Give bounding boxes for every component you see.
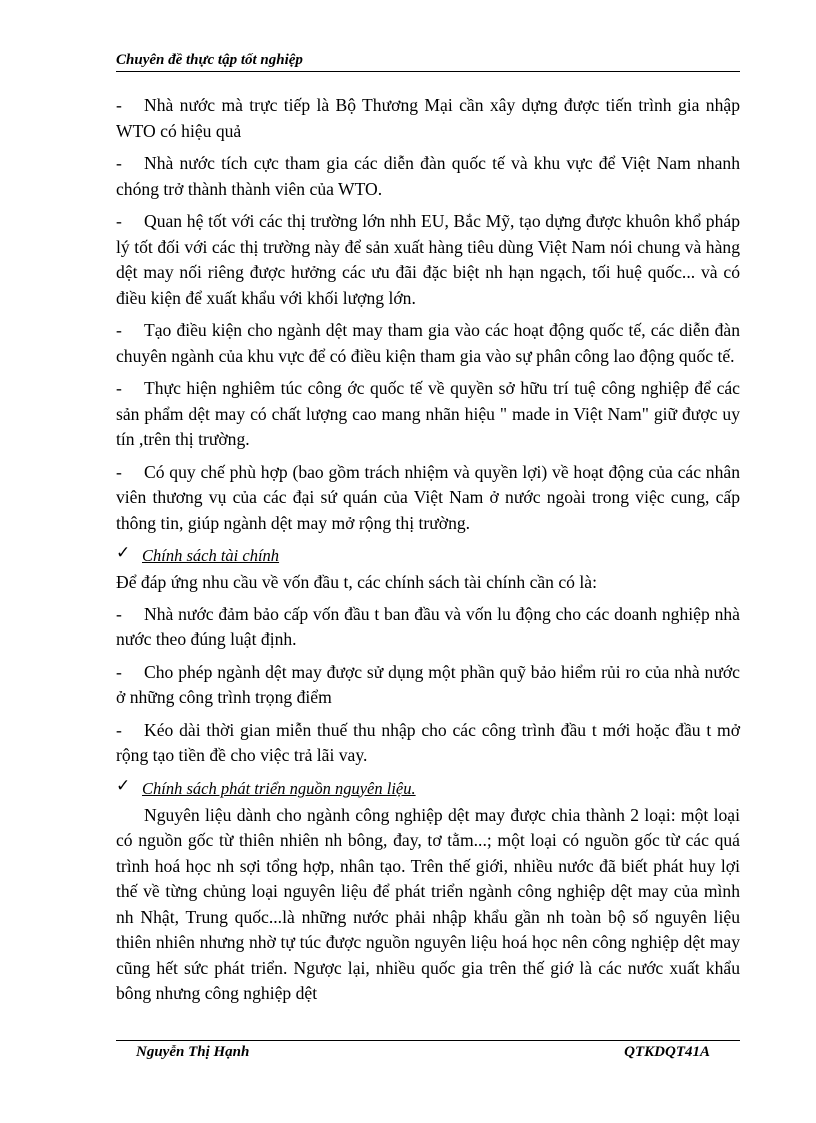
footer-class-code: QTKDQT41A bbox=[624, 1044, 710, 1060]
section-title: Chính sách tài chính bbox=[142, 546, 280, 565]
dash-bullet-icon: - bbox=[116, 661, 122, 682]
list-item: - Nhà nước mà trực tiếp là Bộ Thương Mại cần xây dựng được tiến trình gia nhập WTO có hiệu quả bbox=[116, 95, 740, 141]
checkmark-icon: ✓ bbox=[116, 543, 131, 562]
dash-bullet-icon: - bbox=[116, 211, 122, 231]
list-item: - Thực hiện nghiêm túc công ớc quốc tế về quyền sở hữu trí tuệ công nghiệp để các sản phẩm dệt may có chất lượng cao mang nhãn hiệu " made in Việt Nam" giữ được uy tín ,trên thị trường. bbox=[116, 378, 740, 449]
list-item: - Nhà nước đảm bảo cấp vốn đầu t ban đầu và vốn lu động cho các doanh nghiệp nhà nước theo đúng luật định. bbox=[116, 603, 740, 649]
dash-bullet-icon: - bbox=[116, 153, 122, 173]
dash-bullet-icon: - bbox=[116, 461, 122, 482]
dash-bullet-icon: - bbox=[116, 95, 122, 115]
dash-bullet-icon: - bbox=[116, 719, 122, 740]
footer-author: Nguyễn Thị Hạnh bbox=[136, 1044, 250, 1060]
dash-bullet-icon: - bbox=[116, 603, 122, 624]
header-title: Chuyên đề thực tập tốt nghiệp bbox=[116, 52, 303, 68]
list-item: - Nhà nước tích cực tham gia các diễn đàn quốc tế và khu vực để Việt Nam nhanh chóng trở thành thành viên của WTO. bbox=[116, 153, 740, 199]
list-item: - Kéo dài thời gian miễn thuế thu nhập cho các công trình đầu t mới hoặc đầu t mở rộng tạo tiền đề cho việc trả lãi vay. bbox=[116, 719, 740, 765]
list-item: - Cho phép ngành dệt may được sử dụng một phần quỹ bảo hiểm rủi ro của nhà nước ở những công trình trọng điểm bbox=[116, 661, 740, 707]
page-header bbox=[116, 51, 740, 72]
dash-bullet-icon: - bbox=[116, 320, 122, 340]
dash-bullet-icon: - bbox=[116, 378, 122, 398]
list-item: - Có quy chế phù hợp (bao gồm trách nhiệm và quyền lợi) về hoạt động của các nhân viên thương vụ của các đại sứ quán của Việt Nam ở nước ngoài trong việc cung, cấp thông tin, giúp ngành dệt may mở rộng thị trường. bbox=[116, 461, 740, 533]
body-paragraph: Nguyên liệu dành cho ngành công nghiệp dệt may được chia thành 2 loại: một loại có nguồn gốc từ thiên nhiên nh bông, đay, tơ tằm...; một loại có nguồn gốc từ các quá trình hoá học nh sợi tổng hợp, nhân tạo. Trên thế giới, nhiều nước đã biết phát huy lợi thế về từng chủng loại nguyên liệu để phát triển ngành công nghiệp dệt may của mình nh Nhật, Trung quốc...là những nước phải nhập khẩu gần nh toàn bộ số nguyên liệu thiên nhiên nhưng nhờ tự túc được nguồn nguyên liệu hoá học nên công nghiệp dệt may cũng hết sức phát triển. Ngược lại, nhiều quốc gia trên thế giớ là các nước xuất khẩu bông nhưng công nghiệp dệt bbox=[116, 804, 740, 1003]
checkmark-icon: ✓ bbox=[116, 775, 131, 795]
section-title: Chính sách phát triển nguồn nguyên liệu. bbox=[142, 778, 416, 798]
page-content bbox=[116, 93, 740, 1007]
list-item: - Tạo điều kiện cho ngành dệt may tham gia vào các hoạt động quốc tế, các diễn đàn chuyên ngành của khu vực để có điều kiện tham gia vào sự phân công lao động quốc tế. bbox=[116, 320, 740, 366]
section-heading-finance bbox=[116, 543, 740, 568]
intro-paragraph: Để đáp ứng nhu cầu về vốn đầu t, các chính sách tài chính cần có là: bbox=[116, 572, 597, 592]
section-heading-materials bbox=[116, 776, 740, 801]
page-footer bbox=[116, 1040, 740, 1065]
list-item: - Quan hệ tốt với các thị trường lớn nhh EU, Bắc Mỹ, tạo dựng được khuôn khổ pháp lý tốt đối với các thị trường này để sản xuất hàng tiêu dùng Việt Nam nói chung và hàng dệt may nối riêng được hưởng các ưu đãi đặc biệt nh hạn ngạch, tối huệ quốc... và có điều kiện để xuất khẩu với khối lượng lớn. bbox=[116, 211, 740, 308]
